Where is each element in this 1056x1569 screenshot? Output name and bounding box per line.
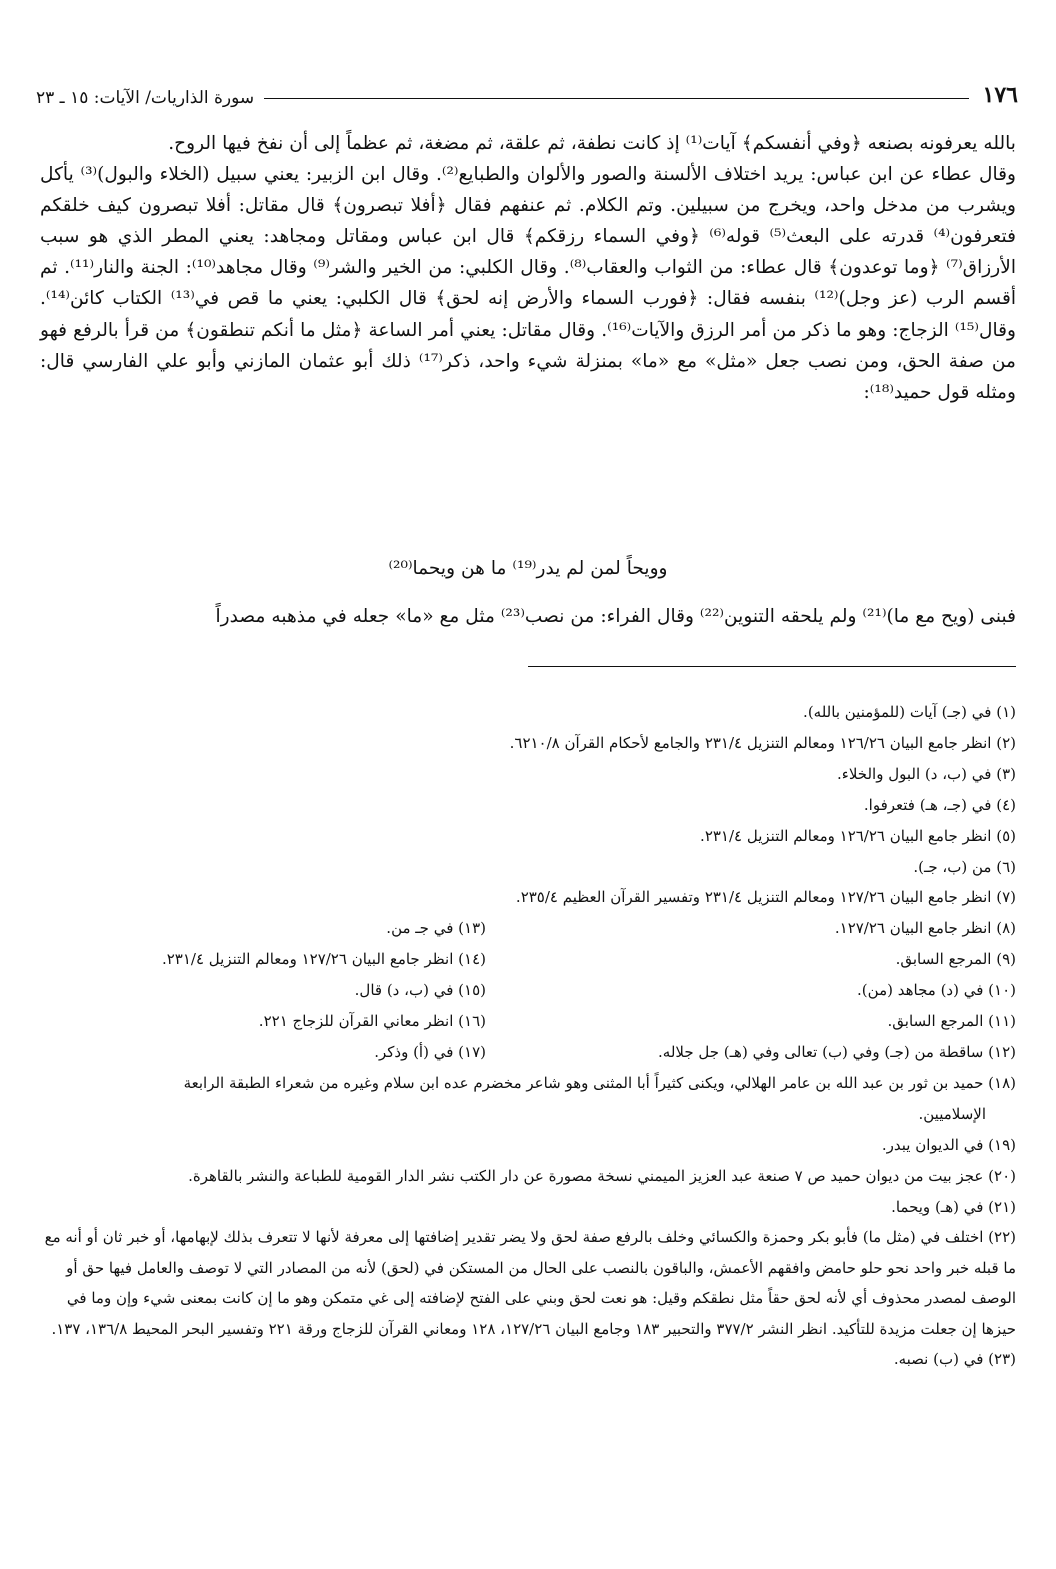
page-number: ١٧٦ (982, 82, 1018, 108)
footnote: (٨) انظر جامع البيان ١٢٧/٢٦. (834, 919, 1016, 938)
footnote: (٢) انظر جامع البيان ١٢٦/٢٦ ومعالم التنزيل ٢٣١/٤ والجامع لأحكام القرآن ٦٢١٠/٨. (509, 733, 1016, 752)
running-title: سورة الذاريات/ الآيات: ١٥ ـ ٢٣ (36, 88, 255, 108)
poetry-verse: وويحاً لمن لم يدر⁽¹⁹⁾ ما هن ويحما⁽²⁰⁾ (388, 558, 668, 579)
footnote: (٢٢) اختلف في (مثل ما) فأبو بكر وحمزة والكسائي وخلف بالرفع صفة لحق ولا يضر تقدير إضافتها إلى معرفة لأنها لا تتعرف بذلك لإبهامها، أو خبر ثان أو أنه مع ما قبله خبر واحد نحو حلو حامض وافقهم الأعمش، والباقون بالنصب على الحال من المستكن في (لحق) لأنه من المصادر التي لا توصف والعامل فيها حق أو الوصف لمصدر محذوف أي لأنه لحق حقاً مثل نطقكم وقيل: هو نعت لحق وبني على الفتح لإضافته إلى غي متمكن وهو ما إن كانت بمعنى شيء وإن وما في حيزها إن جعلت مزيدة للتأكيد. انظر النشر ٣٧٧/٢ والتحبير ١٨٣ وجامع البيان ١٢٧/٢٦، ١٢٨ ومعاني القرآن للزجاج ورقة ٢٢١ وتفسير البحر المحيط ١٣٦/٨، ١٣٧. (44, 1228, 1016, 1338)
footnote: (١) في (جـ) آيات (للمؤمنين بالله). (803, 703, 1016, 721)
footnote-column-right (486, 913, 1016, 1068)
footnote: (٧) انظر جامع البيان ١٢٧/٢٦ ومعالم التنزيل ٢٣١/٤ وتفسير القرآن العظيم ٢٣٥/٤. (515, 888, 1016, 907)
paragraph: وقال عطاء عن ابن عباس: يريد اختلاف الألسنة والصور والألوان والطبايع⁽²⁾. وقال ابن الزبير: يعني سبيل (الخلاء والبول)⁽³⁾ يأكل ويشرب من مدخل واحد، ويخرج من سبيلين. وتم الكلام. ثم عنفهم فقال ﴿أفلا تبصرون﴾ قال مقاتل: أفلا تبصرون كيف خلقكم فتعرفون⁽⁴⁾ قدرته على البعث⁽⁵⁾ قوله⁽⁶⁾ ﴿وفي السماء رزقكم﴾ قال ابن عباس ومقاتل ومجاهد: يعني المطر الذي هو سبب الأرزاق⁽⁷⁾ ﴿وما توعدون﴾ قال عطاء: من الثواب والعقاب⁽⁸⁾. وقال الكلبي: من الخير والشر⁽⁹⁾ وقال مجاهد⁽¹⁰⁾: الجنة والنار⁽¹¹⁾. ثم أقسم الرب (عز وجل)⁽¹²⁾ بنفسه فقال: ﴿فورب السماء والأرض إنه لحق﴾ قال الكلبي: يعني ما قص في⁽¹³⁾ الكتاب كائن⁽¹⁴⁾. وقال⁽¹⁵⁾ الزجاج: وهو ما ذكر من أمر الرزق والآيات⁽¹⁶⁾. وقال مقاتل: يعني أمر الساعة ﴿مثل ما أنكم تنطقون﴾ من قرأ بالرفع فهو من صفة الحق، ومن نصب جعل «مثل» مع «ما» بمنزلة شيء واحد، ذكر⁽¹⁷⁾ ذلك أبو عثمان المازني وأبو علي الفارسي قال: ومثله قول حميد⁽¹⁸⁾: (40, 164, 1017, 403)
footnote: (١٠) في (د) مجاهد (من). (857, 981, 1016, 1000)
footnote: (٢٣) في (ب) نصبه. (893, 1350, 1016, 1369)
footnote: (١٢) ساقطة من (جـ) وفي (ب) تعالى وفي (هـ) جل جلاله. (658, 1042, 1016, 1061)
footnote: (١٩) في الديوان يبدر. (881, 1135, 1016, 1154)
main-text (40, 128, 1016, 408)
footnote: (٣) في (ب، د) البول والخلاء. (837, 764, 1016, 783)
footnote: (١٦) انظر معاني القرآن للزجاج ٢٢١. (258, 1012, 486, 1031)
footnote-columns (40, 913, 1016, 1068)
footnote: (١١) المرجع السابق. (887, 1012, 1016, 1031)
footnote: (٦) من (ب، جـ). (913, 857, 1016, 876)
header-rule (264, 98, 968, 99)
footnote: (٢٠) عجز بيت من ديوان حميد ص ٧ صنعة عبد العزيز الميمني نسخة مصورة عن دار الكتب نشر الدار القومية للطباعة والنشر بالقاهرة. (188, 1166, 1016, 1185)
footnote-column-left (40, 913, 486, 1068)
footnote: (٥) انظر جامع البيان ١٢٦/٢٦ ومعالم التنزيل ٢٣١/٤. (700, 826, 1016, 845)
footnote: (١٨) حميد بن ثور بن عبد الله بن عامر الهلالي، ويكنى كثيراً أبا المثنى وهو شاعر مخضرم عده ابن سلام وغيره من شعراء الطبقة الرابعة (183, 1073, 1016, 1092)
footnote: (٤) في (جـ، هـ) فتعرفوا. (863, 795, 1016, 814)
paragraph: بالله يعرفونه بصنعه ﴿وفي أنفسكم﴾ آيات⁽¹⁾ إذ كانت نطفة، ثم علقة، ثم مضغة، ثم عظماً إلى أن نفخ فيها الروح. (168, 133, 1016, 154)
footnote-continuation: الإسلاميين. (918, 1104, 986, 1123)
page-header (36, 74, 1018, 108)
footnotes (40, 697, 1016, 1375)
footnote: (١٥) في (ب، د) قال. (354, 981, 486, 1000)
footnote: (٢١) في (هـ) ويحما. (891, 1197, 1016, 1216)
paragraph: فبنى (ويح مع ما)⁽²¹⁾ ولم يلحقه التنوين⁽²²⁾ وقال الفراء: من نصب⁽²³⁾ مثل مع «ما» جعله في مذهبه مصدراً (215, 606, 1016, 627)
footnote-separator (528, 666, 1016, 667)
footnote: (٩) المرجع السابق. (895, 950, 1016, 969)
footnote: (١٣) في جـ من. (386, 919, 486, 938)
footnote: (١٧) في (أ) وذكر. (374, 1042, 486, 1061)
footnote: (١٤) انظر جامع البيان ١٢٧/٢٦ ومعالم التنزيل ٢٣١/٤. (161, 950, 486, 969)
